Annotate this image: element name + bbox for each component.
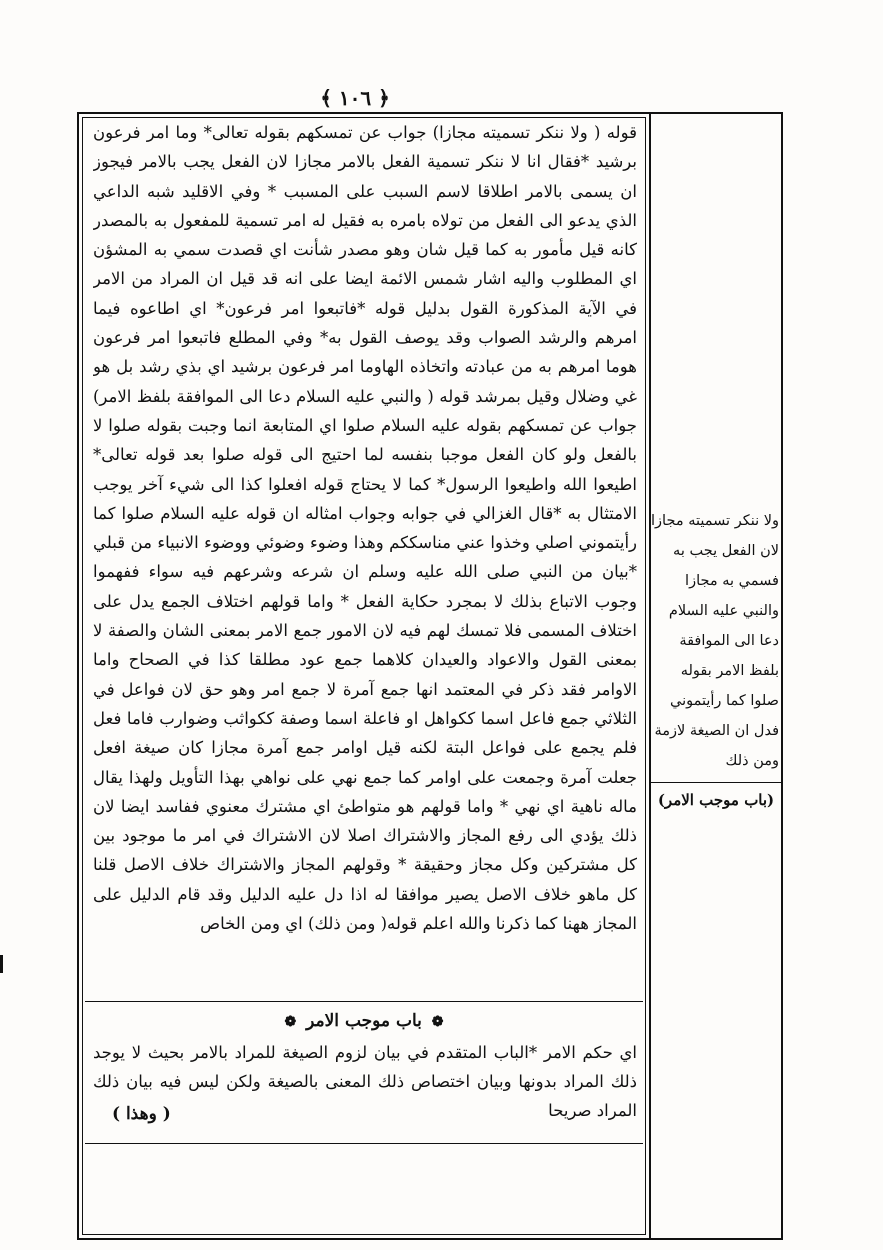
catchword: ( وهذا ): [112, 1104, 171, 1124]
margin-matn-text: ولا ننكر تسميته مجازا لان الفعل يجب به فسمي به مجازا والنبي عليه السلام دعا الى الموافقة بلفظ الامر بقوله صلوا كما رأيتموني فدل ان الصيغة لازمة ومن ذلك: [651, 513, 779, 769]
main-text-frame: [77, 112, 651, 1240]
chapter-heading: [89, 1002, 639, 1040]
divider-top: [85, 1001, 643, 1002]
divider-bottom: [85, 1143, 643, 1144]
chapter-title: باب موجب الامر: [306, 1011, 422, 1031]
ornament-icon: ❁: [431, 1014, 444, 1030]
margin-divider: [651, 782, 781, 783]
margin-frame: [651, 112, 783, 1240]
ornament-icon: ❁: [284, 1014, 297, 1030]
section-intro-text: اي حكم الامر *الباب المتقدم في بيان لزوم الصيغة للمراد بالامر بحيث لا يوجد ذلك المراد بدونها وبيان اختصاص ذلك المعنى بالصيغة ولكن ليس فيه بيان ذلك المراد صريحا: [93, 1043, 637, 1120]
page-number: ﴿ ١٠٦ ﴾: [320, 86, 390, 110]
margin-chapter-heading: (باب موجب الامر): [657, 791, 775, 809]
commentary-text: قوله ( ولا ننكر تسميته مجازا) جواب عن تمسكهم بقوله تعالى* وما امر فرعون برشيد *فقال انا لا ننكر تسمية الفعل بالامر مجازا لان الفعل يجب بالامر فيجوز ان يسمى بالامر اطلاقا لاسم السبب على المسبب * وفي الاقليد شبه الداعي الذي يدعو الى الفعل من تولاه بامره به فقيل له امر تسمية للمفعول به بالمصدر كانه قيل مأمور به كما قيل شان وهو مصدر شأنت اي قصدت سمي به المشؤن اي المطلوب واليه اشار شمس الائمة ايضا على انه قد قيل ان المراد من الامر في الآية المذكورة القول بدليل قوله *فاتبعوا امر فرعون* اي اطاعوه فيما امرهم والرشد الصواب وقد يوصف القول به* وفي المطلع فاتبعوا امر فرعون هوما امرهم به من عبادته واتخاذه الهاوما امر فرعون برشيد اي بذي رشد بل هو غي وضلال وقيل بمرشد قوله ( والنبي عليه السلام دعا الى الموافقة بلفظ الامر) جواب عن تمسكهم بقوله عليه السلام صلوا اي المتابعة انما وجبت بقوله صلوا لا بالفعل ولو كان الفعل موجبا بنفسه لما احتيج الى قوله صلوا بعد قوله تعالى* اطيعوا الله واطيعوا الرسول* كما لا يحتاج قوله افعلوا كذا الى شيء آخر يوجب الامتثال به *قال الغزالي في جوابه وجواب امثاله ان قوله عليه السلام صلوا كما رأيتموني اصلي وخذوا عني مناسككم وهذا وضوء وضوئي ووضوء الانبياء من قبلي *بيان من النبي صلى الله عليه وسلم ان شرعه وشرعهم فيه سواء ففهموا وجوب الاتباع بذلك لا بمجرد حكاية الفعل * واما قولهم اختلاف الجمع يدل على اختلاف المسمى فلا تمسك لهم فيه لان الامور جمع الامر بمعنى الشان والصفة لا بمعنى القول والاعواد والعيدان كلاهما جمع عود مطلقا كذا في الصحاح واما الاوامر فقد ذكر في المعتمد انها جمع آمرة لا جمع امر وهو حق لان فواعل في الثلاثي جمع فاعل اسما ككواهل او فاعلة اسما وصفة ككواثب وضوارب فاما فعل فلم يجمع على فواعل البتة لكنه قيل اوامر جمع آمرة مجازا كان صيغة افعل جعلت آمرة وجمعت على اوامر كما جمع نهي على نواهي بهذا التأويل ولهذا يقال ماله ناهية اي نهي * واما قولهم هو متواطئ اي مشترك معنوي ففاسد ايضا لان ذلك يؤدي الى رفع المجاز والاشتراك اصلا لان الاشتراك في امر ما موجود بين كل مشتركين وكل مجاز وحقيقة * وقولهم المجاز والاشتراك خلاف الاصل قلنا كل ماهو خلاف الاصل يصير موافقا له اذا دل عليه الدليل وقد قام الدليل على المجاز ههنا كما ذكرنا والله اعلم قوله( ومن ذلك) اي ومن الخاص: [93, 123, 637, 934]
scan-mark: [0, 955, 3, 973]
